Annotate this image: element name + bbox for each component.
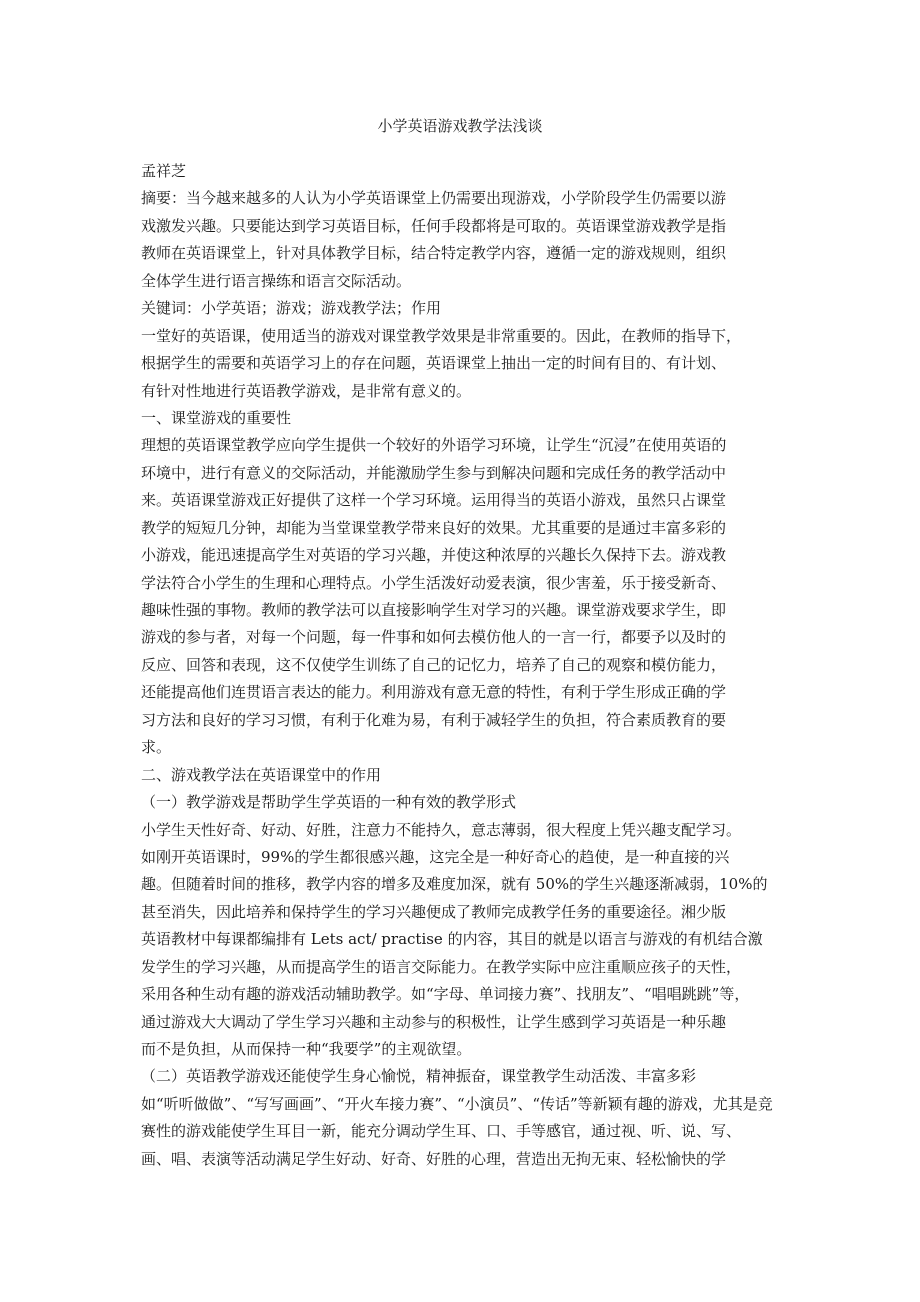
text-line: 反应、回答和表现，这不仅使学生训练了自己的记忆力，培养了自己的观察和模仿能力， — [141, 655, 727, 674]
text-line: 英语教材中每课都编排有 Lets act/ practise 的内容，其目的就是以语言与游戏的有机结合激 — [141, 930, 763, 949]
text-line: 小学生天性好奇、好动、好胜，注意力不能持久，意志薄弱，很大程度上凭兴趣支配学习。 — [141, 820, 742, 839]
text-line: 小游戏，能迅速提高学生对英语的学习兴趣，并使这种浓厚的兴趣长久保持下去。游戏教 — [141, 546, 727, 565]
text-line: 甚至消失，因此培养和保持学生的学习兴趣便成了教师完成教学任务的重要途径。湘少版 — [141, 902, 727, 921]
text-line: 游戏的参与者，对每一个问题，每一件事和如何去模仿他人的一言一行，都要予以及时的 — [141, 628, 727, 647]
text-line: 学法符合小学生的生理和心理特点。小学生活泼好动爱表演，很少害羞，乐于接受新奇、 — [141, 573, 727, 592]
text-line: 来。英语课堂游戏正好提供了这样一个学习环境。运用得当的英语小游戏，虽然只占课堂 — [141, 491, 727, 510]
text-line: 如“听听做做”、“写写画画”、“开火车接力赛”、“小演员”、“传话”等新颖有趣的游戏，尤其是竞 — [141, 1094, 773, 1113]
document-title: 小学英语游戏教学法浅谈 — [377, 117, 543, 135]
text-line: 戏激发兴趣。只要能达到学习英语目标，任何手段都将是可取的。英语课堂游戏教学是指 — [141, 216, 727, 235]
text-line: 孟祥芝 — [141, 162, 187, 180]
text-line: 画、唱、表演等活动满足学生好动、好奇、好胜的心理，营造出无拘无束、轻松愉快的学 — [141, 1149, 727, 1168]
text-line: 环境中，进行有意义的交际活动，并能激励学生参与到解决问题和完成任务的教学活动中 — [141, 463, 727, 482]
text-line: 摘要：当今越来越多的人认为小学英语课堂上仍需要出现游戏，小学阶段学生仍需要以游 — [141, 189, 727, 208]
text-line: 二、游戏教学法在英语课堂中的作用 — [141, 765, 382, 784]
text-line: 趣。但随着时间的推移，教学内容的增多及难度加深，就有 50%的学生兴趣逐渐减弱，10%的 — [141, 875, 768, 894]
document-body — [141, 158, 811, 1173]
text-line: 有针对性地进行英语教学游戏，是非常有意义的。 — [141, 381, 472, 400]
text-line: 理想的英语课堂教学应向学生提供一个较好的外语学习环境，让学生“沉浸”在使用英语的 — [141, 436, 727, 455]
text-line: （一）教学游戏是帮助学生学英语的一种有效的教学形式 — [141, 793, 517, 812]
text-line: 如刚开英语课时，99%的学生都很感兴趣，这完全是一种好奇心的趋使，是一种直接的兴 — [141, 847, 730, 866]
text-line: 教师在英语课堂上，针对具体教学目标，结合特定教学内容，遵循一定的游戏规则，组织 — [141, 244, 727, 263]
text-line: 求。 — [141, 738, 172, 757]
text-line: 一堂好的英语课，使用适当的游戏对课堂教学效果是非常重要的。因此，在教师的指导下， — [141, 326, 742, 345]
text-line: 全体学生进行语言操练和语言交际活动。 — [141, 271, 412, 290]
text-line: 习方法和良好的学习习惯，有利于化难为易，有利于减轻学生的负担，符合素质教育的要 — [141, 710, 727, 729]
text-line: 还能提高他们连贯语言表达的能力。利用游戏有意无意的特性，有利于学生形成正确的学 — [141, 683, 727, 702]
text-line: 通过游戏大大调动了学生学习兴趣和主动参与的积极性，让学生感到学习英语是一种乐趣 — [141, 1012, 727, 1031]
text-line: 发学生的学习兴趣，从而提高学生的语言交际能力。在教学实际中应注重顺应孩子的天性， — [141, 957, 742, 976]
text-line: 趣味性强的事物。教师的教学法可以直接影响学生对学习的兴趣。课堂游戏要求学生，即 — [141, 601, 727, 619]
text-line: 采用各种生动有趣的游戏活动辅助教学。如“字母、单词接力赛”、找朋友”、“唱唱跳跳”等， — [141, 985, 750, 1004]
text-line: 赛性的游戏能使学生耳目一新，能充分调动学生耳、口、手等感官，通过视、听、说、写、 — [141, 1122, 742, 1141]
text-line: 教学的短短几分钟，却能为当堂课堂教学带来良好的效果。尤其重要的是通过丰富多彩的 — [141, 518, 727, 537]
text-line: 而不是负担，从而保持一种“我要学”的主观欲望。 — [141, 1040, 472, 1058]
text-line: 关键词：小学英语；游戏；游戏教学法；作用 — [141, 299, 442, 318]
text-line: （二）英语教学游戏还能使学生身心愉悦，精神振奋，课堂教学生动活泼、丰富多彩 — [141, 1067, 697, 1086]
text-line: 根据学生的需要和英语学习上的存在问题，英语课堂上抽出一定的时间有目的、有计划、 — [141, 354, 727, 373]
text-line: 一、课堂游戏的重要性 — [141, 408, 292, 427]
